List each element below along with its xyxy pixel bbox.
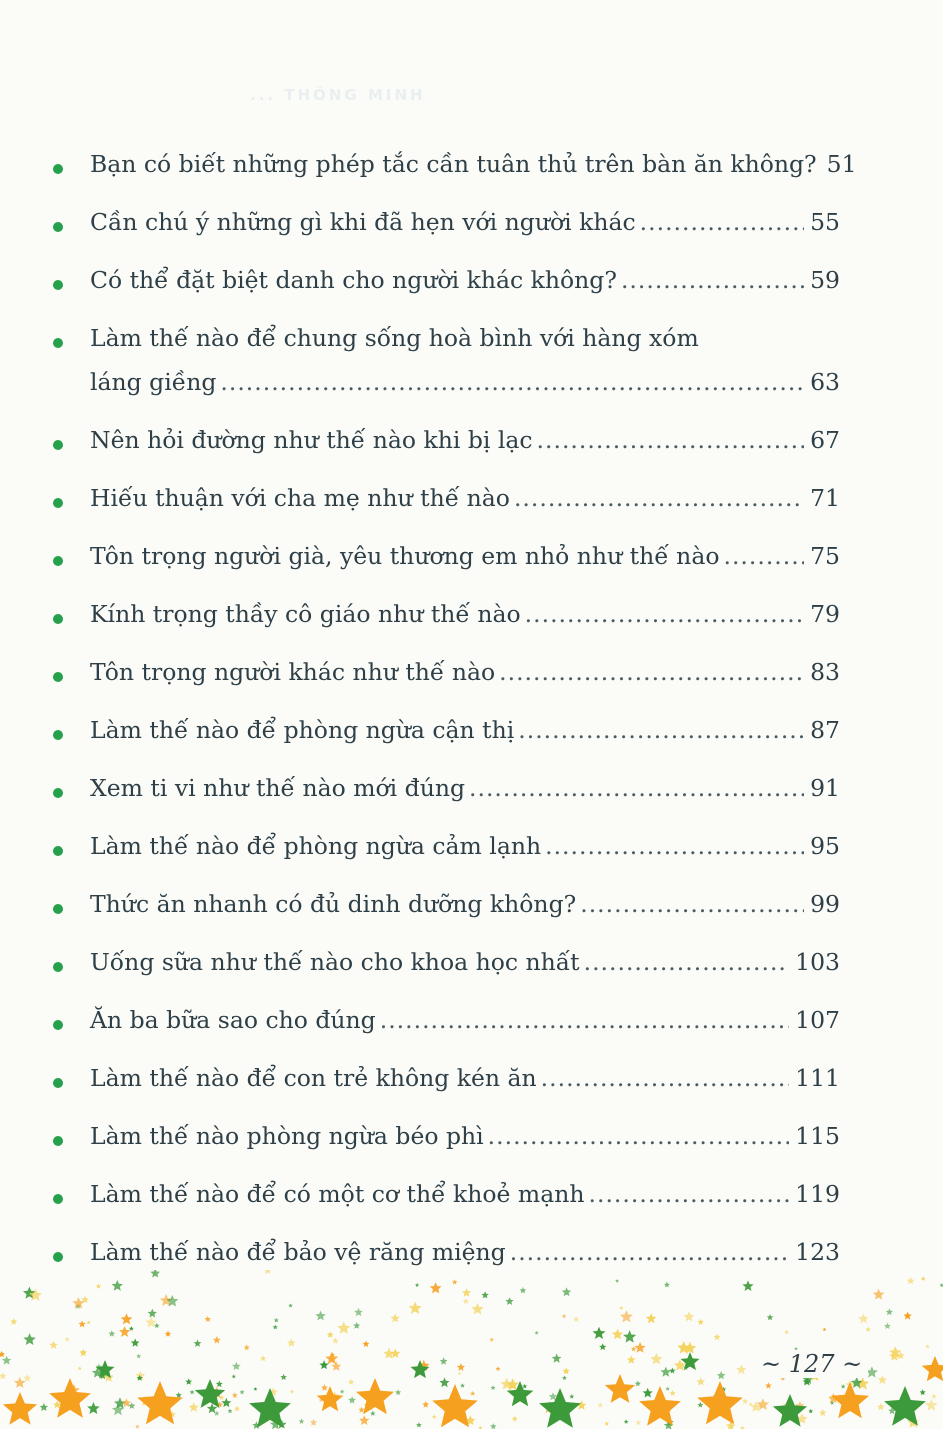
- toc-entry-title: Thức ăn nhanh có đủ dinh dưỡng không?: [90, 890, 577, 918]
- toc-entry-page: 99: [810, 890, 840, 918]
- bullet-icon: [53, 556, 63, 566]
- dot-leader: [488, 1114, 789, 1158]
- bullet-icon: [53, 1078, 63, 1088]
- table-of-contents: [50, 140, 857, 1286]
- toc-entry: [50, 476, 840, 532]
- toc-entry: [50, 1056, 840, 1112]
- bullet-icon: [53, 280, 63, 290]
- toc-entry-title: Uống sữa như thế nào cho khoa học nhất: [90, 948, 580, 976]
- bullet-icon: [53, 846, 63, 856]
- toc-entry-title-continued: láng giềng: [90, 368, 217, 396]
- toc-entry-page: 71: [810, 484, 840, 512]
- toc-entry-page: 55: [810, 208, 840, 236]
- toc-entry-title: Làm thế nào để phòng ngừa cận thị: [90, 716, 515, 744]
- bullet-icon: [53, 164, 63, 174]
- toc-entry-page: 59: [810, 266, 840, 294]
- toc-entry-page: 107: [795, 1006, 840, 1034]
- dot-leader: [510, 1230, 789, 1274]
- bullet-icon: [53, 614, 63, 624]
- toc-entry-title: Làm thế nào để con trẻ không kén ăn: [90, 1064, 537, 1092]
- toc-entry-title: Tôn trọng người già, yêu thương em nhỏ như thế nào: [90, 542, 720, 570]
- toc-entry-title: Xem ti vi như thế nào mới đúng: [90, 774, 466, 802]
- toc-entry-page: 111: [795, 1064, 840, 1092]
- toc-entry: [50, 1114, 840, 1170]
- dot-leader: [537, 418, 805, 462]
- toc-entry-title: Kính trọng thầy cô giáo như thế nào: [90, 600, 521, 628]
- toc-entry-page: 63: [810, 368, 840, 396]
- toc-entry: [50, 708, 840, 764]
- toc-entry-page: 83: [810, 658, 840, 686]
- bullet-icon: [53, 730, 63, 740]
- bullet-icon: [53, 1252, 63, 1262]
- toc-entry-page: 119: [795, 1180, 840, 1208]
- dot-leader: [640, 200, 804, 244]
- toc-entry-page: 91: [810, 774, 840, 802]
- dot-leader: [220, 360, 804, 404]
- dot-leader: [584, 940, 790, 984]
- toc-entry-title: Có thể đặt biệt danh cho người khác không?: [90, 266, 617, 294]
- toc-entry-title: Bạn có biết những phép tắc cần tuân thủ trên bàn ăn không?: [90, 150, 817, 178]
- toc-entry: [50, 650, 840, 706]
- toc-entry: [50, 998, 840, 1054]
- dot-leader: [541, 1056, 789, 1100]
- bullet-icon: [53, 222, 63, 232]
- bullet-icon: [53, 440, 63, 450]
- bullet-icon: [53, 1136, 63, 1146]
- dot-leader: [380, 998, 789, 1042]
- dot-leader: [499, 650, 804, 694]
- bullet-icon: [53, 338, 63, 348]
- toc-entry: [50, 1172, 840, 1228]
- toc-entry-title: Làm thế nào để phòng ngừa cảm lạnh: [90, 832, 542, 860]
- bullet-icon: [53, 1194, 63, 1204]
- dot-leader: [621, 258, 804, 302]
- bullet-icon: [53, 904, 63, 914]
- toc-entry-title: Hiếu thuận với cha mẹ như thế nào: [90, 484, 510, 512]
- dot-leader: [589, 1172, 790, 1216]
- toc-entry-page: 87: [810, 716, 840, 744]
- faded-header-text: ... THÔNG MINH: [250, 86, 426, 104]
- bullet-icon: [53, 1020, 63, 1030]
- toc-entry-title: Ăn ba bữa sao cho đúng: [90, 1006, 376, 1034]
- page-number: ~ 127 ~: [755, 1350, 868, 1378]
- toc-entry-page: 95: [810, 832, 840, 860]
- bullet-icon: [53, 672, 63, 682]
- toc-entry: [50, 534, 840, 590]
- bullet-icon: [53, 962, 63, 972]
- toc-entry-page: 123: [795, 1238, 840, 1266]
- toc-entry: [50, 418, 840, 474]
- toc-entry-title: Tôn trọng người khác như thế nào: [90, 658, 496, 686]
- toc-entry-title: Làm thế nào phòng ngừa béo phì: [90, 1122, 484, 1150]
- toc-entry-page: 51: [826, 150, 857, 178]
- toc-entry: [50, 200, 840, 256]
- dot-leader: [545, 824, 804, 868]
- toc-entry: [50, 882, 840, 938]
- toc-entry-title: Làm thế nào để chung sống hoà bình với hàng xóm: [90, 324, 699, 352]
- toc-entry: [50, 940, 840, 996]
- toc-entry: [50, 142, 857, 198]
- toc-entry-title: Cần chú ý những gì khi đã hẹn với người khác: [90, 208, 636, 236]
- toc-entry: [50, 316, 840, 416]
- bullet-icon: [53, 788, 63, 798]
- toc-entry: [50, 824, 840, 880]
- dot-leader: [514, 476, 804, 520]
- dot-leader: [525, 592, 804, 636]
- toc-entry-page: 75: [810, 542, 840, 570]
- dot-leader: [518, 708, 804, 752]
- toc-entry-title: Làm thế nào để có một cơ thể khoẻ mạnh: [90, 1180, 585, 1208]
- toc-entry: [50, 258, 840, 314]
- toc-entry: [50, 766, 840, 822]
- toc-entry: [50, 592, 840, 648]
- toc-entry-page: 79: [810, 600, 840, 628]
- toc-entry-page: 103: [795, 948, 840, 976]
- toc-entry-title: Làm thế nào để bảo vệ răng miệng: [90, 1238, 506, 1266]
- toc-entry-page: 67: [810, 426, 840, 454]
- dot-leader: [469, 766, 804, 810]
- toc-entry-page: 115: [795, 1122, 840, 1150]
- toc-entry-title: Nên hỏi đường như thế nào khi bị lạc: [90, 426, 533, 454]
- dot-leader: [580, 882, 804, 926]
- dot-leader: [723, 534, 804, 578]
- bullet-icon: [53, 498, 63, 508]
